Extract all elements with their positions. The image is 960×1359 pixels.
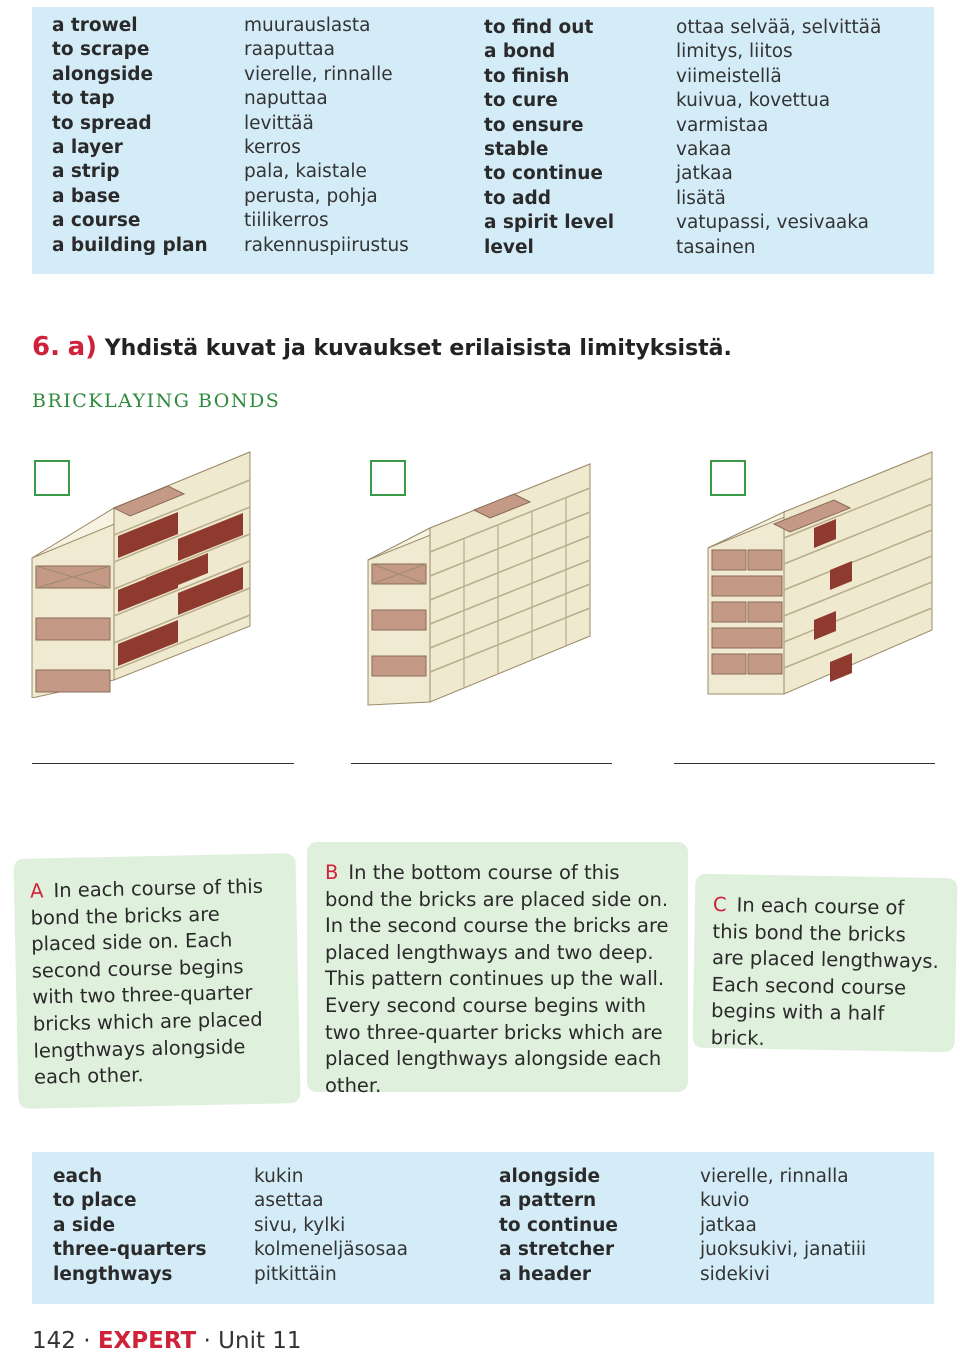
wall-front-face	[784, 452, 932, 694]
vocab-term: a trowel	[52, 15, 138, 36]
section-heading: BRICKLAYING BONDS	[32, 390, 281, 412]
vocab-term: a spirit level	[484, 212, 615, 234]
vocab-term: a strip	[52, 161, 120, 183]
vocab-translation: jatkaa	[676, 163, 733, 185]
vocab-translation: levittää	[244, 112, 314, 134]
vocab-bottom-english-col1	[53, 1165, 206, 1287]
vocab-translation: sivu, kylki	[254, 1214, 346, 1236]
vocab-term: three-quarters	[53, 1239, 207, 1261]
description-card-b	[307, 842, 688, 1097]
vocab-top-english-col1	[52, 14, 208, 258]
vocab-bottom-english-col3	[499, 1165, 618, 1287]
card-key-a: A	[29, 879, 44, 903]
vocab-term: to continue	[484, 163, 603, 185]
vocab-term: level	[484, 236, 534, 258]
vocab-translation: rakennuspiirustus	[244, 234, 409, 256]
vocab-term: to finish	[484, 65, 570, 87]
card-text-b: In the bottom course of this bond the bricks are placed side on. In the second course the bricks are placed lengthways and two deep. This pattern continues up the wall. Every second course begins with two three-quarter bricks which are placed lengthways alongside each other.	[325, 861, 669, 1097]
vocab-term: a bond	[484, 41, 556, 63]
vocab-term: a course	[52, 210, 141, 232]
vocab-translation: sidekivi	[700, 1263, 770, 1285]
vocab-translation: naputtaa	[244, 88, 328, 110]
vocab-translation: raaputtaa	[244, 39, 335, 61]
card-text-c: In each course of this bond the bricks are placed lengthways. Each second course begins with a half brick.	[710, 893, 939, 1050]
vocab-term: a layer	[52, 137, 123, 159]
vocab-top-finnish-col4	[676, 16, 881, 260]
vocab-term: alongside	[499, 1166, 601, 1187]
vocab-term: to place	[53, 1190, 137, 1212]
answer-line-2[interactable]	[351, 763, 612, 764]
vocab-translation: viimeistellä	[676, 65, 782, 87]
vocab-term: to find out	[484, 17, 594, 38]
vocab-translation: vakaa	[676, 139, 732, 161]
vocab-term: to scrape	[52, 39, 150, 61]
vocab-translation: pala, kaistale	[244, 161, 367, 183]
description-card-a	[13, 853, 300, 1109]
brick-wall-illustration-3	[704, 448, 944, 698]
unit-label: Unit 11	[218, 1328, 302, 1354]
vocab-translation: vierelle, rinnalle	[244, 63, 393, 85]
vocabulary-box-top	[32, 7, 934, 274]
answer-line-1[interactable]	[32, 763, 294, 764]
vocab-translation: ottaa selvää, selvittää	[676, 17, 882, 38]
card-text-a: In each course of this bond the bricks are placed side on. Each second course begins with two three-quarter bricks which are placed lengthways alongside each other.	[30, 874, 264, 1089]
vocab-translation: varmistaa	[676, 114, 769, 136]
vocab-translation: muurauslasta	[244, 15, 371, 36]
brick-wall-illustration-2	[364, 460, 604, 710]
vocab-term: to ensure	[484, 114, 584, 136]
vocab-term: a pattern	[499, 1190, 597, 1212]
vocab-translation: kerros	[244, 137, 301, 159]
exercise-instruction: Yhdistä kuvat ja kuvaukset erilaisista limityksistä.	[104, 336, 732, 361]
vocab-translation: kukin	[254, 1166, 304, 1187]
vocab-term: a stretcher	[499, 1239, 615, 1261]
exercise-title	[32, 332, 732, 362]
page-footer	[32, 1328, 302, 1354]
footer-separator: ·	[83, 1328, 91, 1354]
vocab-translation: perusta, pohja	[244, 185, 378, 207]
footer-separator: ·	[203, 1328, 211, 1354]
vocab-term: to spread	[52, 112, 152, 134]
vocab-term: a base	[52, 185, 121, 207]
vocab-term: a building plan	[52, 234, 208, 256]
vocab-translation: kolmeneljäsosaa	[254, 1239, 408, 1261]
brand-name: EXPERT	[97, 1328, 197, 1354]
vocab-top-english-col3	[484, 16, 614, 260]
card-key-c: C	[712, 893, 727, 917]
vocab-term: to cure	[484, 90, 558, 112]
vocab-bottom-finnish-col4	[700, 1165, 866, 1287]
vocab-translation: kuvio	[700, 1190, 750, 1212]
vocab-term: stable	[484, 139, 549, 161]
description-card-c	[693, 874, 958, 1053]
vocab-term: lengthways	[53, 1263, 173, 1285]
vocab-term: to continue	[499, 1214, 618, 1236]
vocabulary-box-bottom	[32, 1152, 934, 1304]
vocab-term: to tap	[52, 88, 115, 110]
vocab-term: to add	[484, 187, 551, 209]
vocab-translation: limitys, liitos	[676, 41, 793, 63]
vocab-translation: kuivua, kovettua	[676, 90, 831, 112]
vocab-translation: lisätä	[676, 187, 726, 209]
vocab-term: a header	[499, 1263, 592, 1285]
vocab-top-finnish-col2	[244, 14, 409, 258]
exercise-number: 6.	[32, 332, 60, 362]
vocab-bottom-finnish-col2	[254, 1165, 408, 1287]
vocab-term: each	[53, 1166, 103, 1187]
vocab-term: a side	[53, 1214, 116, 1236]
vocab-translation: vatupassi, vesivaaka	[676, 212, 869, 234]
vocab-translation: pitkittäin	[254, 1263, 337, 1285]
brick-wall-illustration-1	[28, 448, 268, 698]
vocab-translation: juoksukivi, janatiii	[700, 1239, 867, 1261]
card-key-b: B	[325, 861, 339, 884]
vocab-translation: vierelle, rinnalla	[700, 1166, 849, 1187]
vocab-translation: tiilikerros	[244, 210, 329, 232]
vocab-translation: asettaa	[254, 1190, 324, 1212]
vocab-term: alongside	[52, 63, 154, 85]
vocab-translation: tasainen	[676, 236, 756, 258]
vocab-translation: jatkaa	[700, 1214, 757, 1236]
answer-line-3[interactable]	[674, 763, 935, 764]
page-number: 142	[32, 1328, 76, 1354]
exercise-part: a)	[67, 332, 98, 362]
